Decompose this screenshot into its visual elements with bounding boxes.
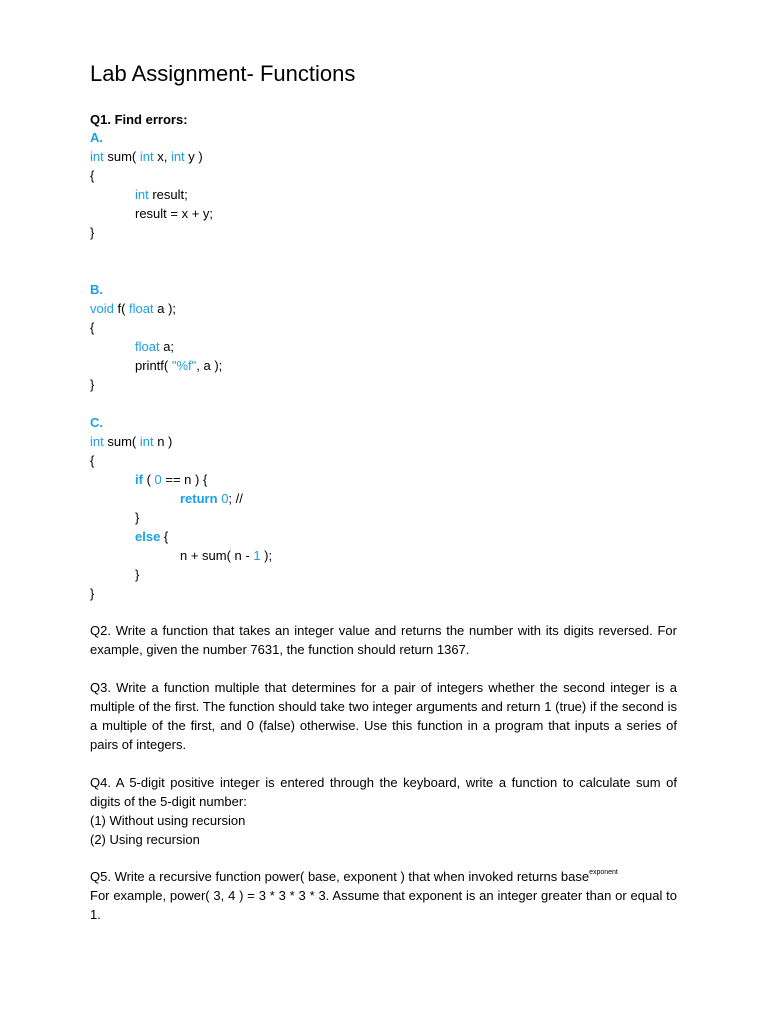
code-line: { bbox=[90, 320, 95, 335]
part-a-label: A. bbox=[90, 130, 103, 145]
code-line: n + sum( n - 1 ); bbox=[180, 548, 273, 563]
q1-part-c-code bbox=[90, 413, 690, 603]
q1-heading: Q1. Find errors: bbox=[90, 112, 188, 127]
q3-paragraph: Q3. Write a function multiple that determines for a pair of integers whether the second integer is a multiple of the first. The function should take two integer arguments and return 1 (true) if the second is a multiple of the first, and 0 (false) otherwise. Use this function in a program that inputs a series of pairs of integers. bbox=[90, 680, 677, 752]
code-line: float a; bbox=[135, 339, 175, 354]
page-title: Lab Assignment- Functions bbox=[90, 61, 356, 86]
code-line: printf( "%f", a ); bbox=[135, 358, 223, 373]
part-c-label: C. bbox=[90, 415, 103, 430]
code-line: } bbox=[135, 567, 140, 582]
q4-paragraph: Q4. A 5-digit positive integer is entered through the keyboard, write a function to calculate sum of digits of the 5-digit number: (1) Without using recursion (2) Using recursion bbox=[90, 775, 677, 847]
code-line: int result; bbox=[135, 187, 188, 202]
code-line: else { bbox=[135, 529, 169, 544]
code-line: } bbox=[90, 225, 95, 240]
q4-option-2: (2) Using recursion bbox=[90, 832, 200, 847]
q1-part-a-code bbox=[90, 128, 690, 242]
code-line: } bbox=[90, 377, 95, 392]
code-line: } bbox=[135, 510, 140, 525]
code-line: if ( 0 == n ) { bbox=[135, 472, 208, 487]
q4-option-1: (1) Without using recursion bbox=[90, 813, 246, 828]
code-line: { bbox=[90, 453, 95, 468]
code-line: } bbox=[90, 586, 95, 601]
exponent-superscript: exponent bbox=[589, 869, 618, 876]
q1-part-b-code bbox=[90, 280, 690, 394]
code-line: result = x + y; bbox=[135, 206, 214, 221]
part-b-label: B. bbox=[90, 282, 103, 297]
code-line: int sum( int n ) bbox=[90, 434, 173, 449]
code-line: int sum( int x, int y ) bbox=[90, 149, 203, 164]
q5-paragraph: Q5. Write a recursive function power( base, exponent ) that when invoked returns base$^{exponent}$ For example, power( 3, 4 ) = 3 * 3 * 3 * 3. Assume that exponent is an integer greater than or equal to 1. bbox=[90, 869, 677, 922]
code-line: { bbox=[90, 168, 95, 183]
code-line: return 0; // bbox=[180, 491, 243, 506]
q2-paragraph: Q2. Write a function that takes an integer value and returns the number with its digits reversed. For example, given the number 7631, the function should return 1367. bbox=[90, 623, 677, 657]
code-line: void f( float a ); bbox=[90, 301, 177, 316]
